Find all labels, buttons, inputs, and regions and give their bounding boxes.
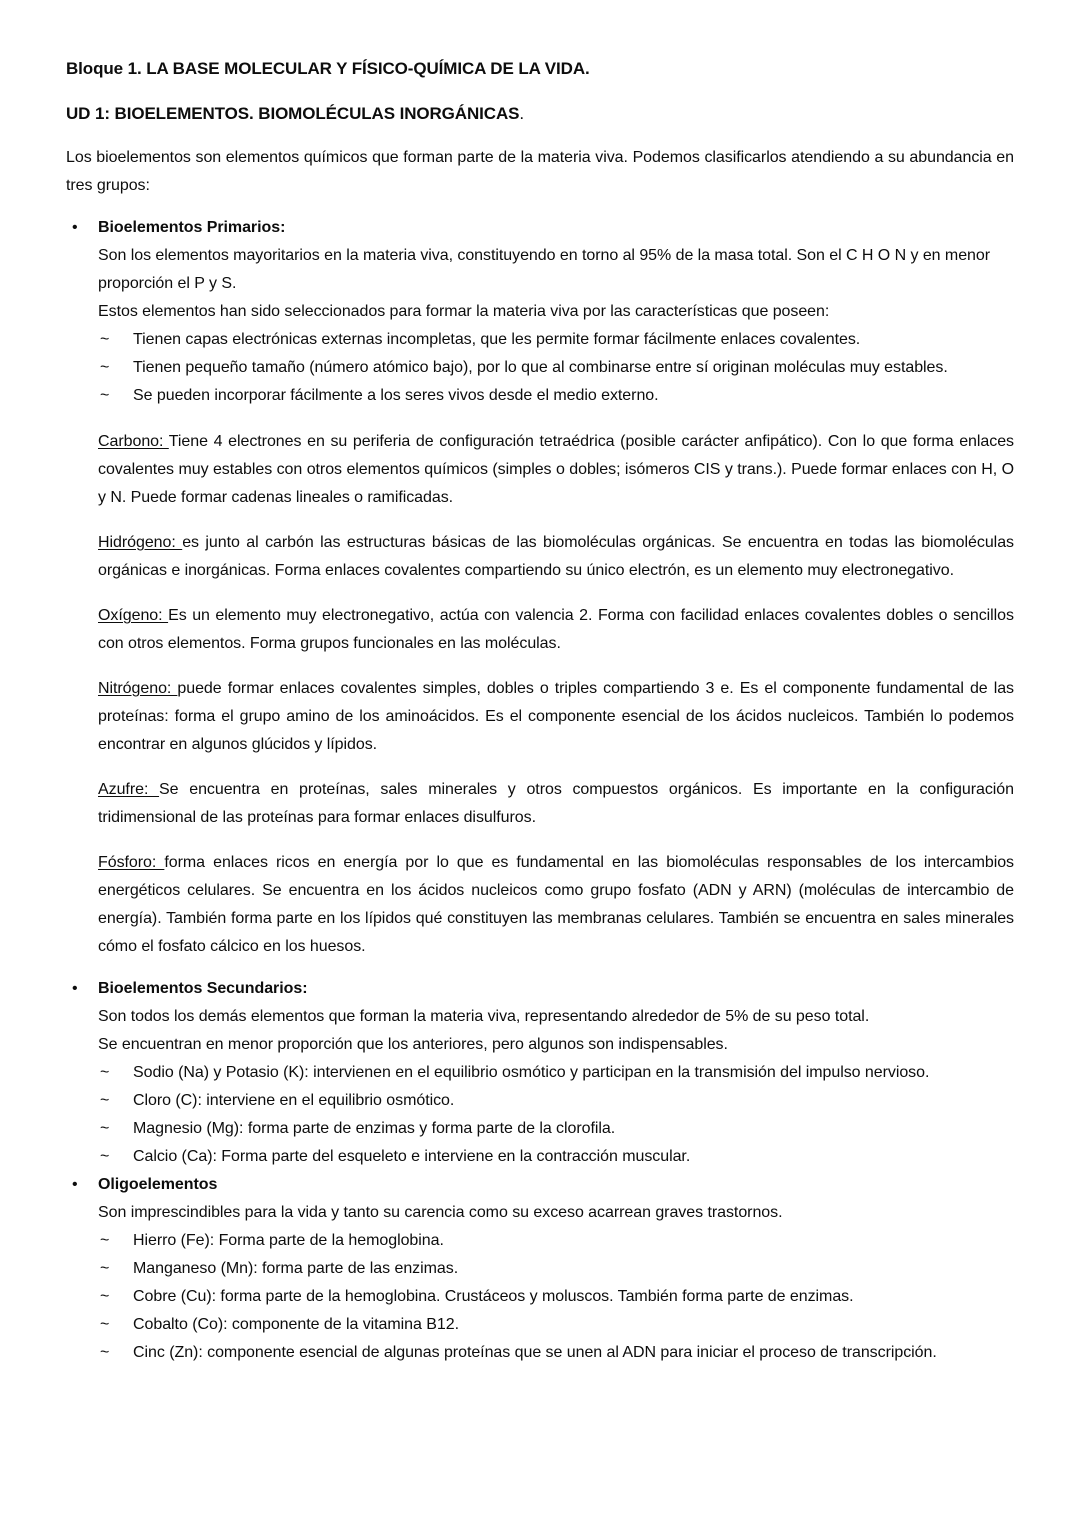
tilde-marker-icon: ~ — [100, 359, 110, 376]
tilde-marker-icon: ~ — [100, 1148, 110, 1165]
unit-subtitle-text: UD 1: BIOELEMENTOS. BIOMOLÉCULAS INORGÁNICAS — [66, 104, 520, 123]
section-oligoelementos — [66, 1171, 1014, 1367]
tilde-marker-icon: ~ — [100, 1344, 110, 1361]
element-text-carbono: Tiene 4 electrones en su periferia de configuración tetraédrica (posible carácter anfipático). Con lo que forma enlaces covalentes muy estables con otros elementos químicos (simples o dobles; isómeros CIS y trans.). Puede formar enlaces con H, O y N. Puede formar cadenas lineales o ramificadas. — [98, 433, 1015, 506]
list-item — [98, 354, 1014, 382]
element-term-fosforo: Fósforo: — [98, 854, 165, 871]
tilde-marker-icon: ~ — [100, 331, 110, 348]
intro-paragraph: Los bioelementos son elementos químicos que forman parte de la materia viva. Podemos clasificarlos atendiendo a su abundancia en tres grupos: — [66, 149, 1014, 194]
element-term-azufre: Azufre: — [98, 781, 160, 798]
element-text-azufre: Se encuentra en proteínas, sales minerales y otros compuestos orgánicos. Es importante en la configuración tridimensional de las proteínas para formar enlaces disulfuros. — [98, 781, 1014, 826]
primarios-feature-list — [98, 326, 1014, 410]
element-definition-nitrogeno — [98, 675, 1014, 759]
tilde-marker-icon: ~ — [100, 1288, 110, 1305]
oligoelementos-item-list — [98, 1227, 1014, 1367]
list-item — [98, 1311, 1014, 1339]
element-text-hidrogeno: es junto al carbón las estructuras básicas de las biomoléculas orgánicas. Se encuentra en todas las biomoléculas orgánicas e inorgánicas. Forma enlaces covalentes compartiendo su único electrón, es un elemento muy electronegativo. — [98, 534, 1014, 579]
list-item-label: Cinc (Zn): componente esencial de algunas proteínas que se unen al ADN para iniciar el proceso de transcripción. — [133, 1344, 937, 1361]
primarios-body-line-2: Estos elementos han sido seleccionados para formar la materia viva por las características que poseen: — [98, 303, 830, 320]
list-item-label: Tienen pequeño tamaño (número atómico bajo), por lo que al combinarse entre sí originan moléculas muy estables. — [133, 359, 948, 376]
list-item-label: Se pueden incorporar fácilmente a los seres vivos desde el medio externo. — [133, 387, 659, 404]
list-item — [98, 1115, 1014, 1143]
list-item — [98, 326, 1014, 354]
list-item-label: Hierro (Fe): Forma parte de la hemoglobina. — [133, 1232, 444, 1249]
list-item-label: Manganeso (Mn): forma parte de las enzimas. — [133, 1260, 459, 1277]
bullet-dot-icon: • — [72, 980, 78, 997]
element-definitions — [66, 428, 1014, 961]
element-definition-carbono — [98, 428, 1014, 512]
tilde-marker-icon: ~ — [100, 1316, 110, 1333]
element-definition-fosforo — [98, 849, 1014, 961]
unit-subtitle-period: . — [519, 104, 524, 123]
bullet-dot-icon: • — [72, 219, 78, 236]
list-item-label: Cobalto (Co): componente de la vitamina B12. — [133, 1316, 459, 1333]
list-item-label: Cobre (Cu): forma parte de la hemoglobina. Crustáceos y moluscos. También forma parte de enzimas. — [133, 1288, 854, 1305]
section-bioelementos-primarios — [66, 214, 1014, 410]
section-bioelementos-secundarios — [66, 975, 1014, 1171]
primarios-body-line-1: Son los elementos mayoritarios en la materia viva, constituyendo en torno al 95% de la masa total. Son el C H O N y en menor proporción el P y S. — [98, 247, 991, 292]
list-item-label: Magnesio (Mg): forma parte de enzimas y forma parte de la clorofila. — [133, 1120, 616, 1137]
element-definition-hidrogeno — [98, 529, 1014, 585]
section-label-oligoelementos: Oligoelementos — [98, 1176, 218, 1193]
tilde-marker-icon: ~ — [100, 1092, 110, 1109]
list-item-label: Tienen capas electrónicas externas incompletas, que les permite formar fácilmente enlaces covalentes. — [133, 331, 861, 348]
tilde-marker-icon: ~ — [100, 1120, 110, 1137]
secundarios-item-list — [98, 1059, 1014, 1171]
secundarios-body-line-2: Se encuentran en menor proporción que los anteriores, pero algunos son indispensables. — [98, 1036, 728, 1053]
list-item — [98, 1255, 1014, 1283]
page-title: Bloque 1. LA BASE MOLECULAR Y FÍSICO-QUÍMICA DE LA VIDA. — [66, 59, 590, 78]
spacer — [66, 961, 1014, 975]
secundarios-body-line-1: Son todos los demás elementos que forman la materia viva, representando alrededor de 5% de su peso total. — [98, 1008, 870, 1025]
list-item — [98, 1143, 1014, 1171]
tilde-marker-icon: ~ — [100, 1064, 110, 1081]
element-term-hidrogeno: Hidrógeno: — [98, 534, 183, 551]
list-item-label: Cloro (C): interviene en el equilibrio osmótico. — [133, 1092, 455, 1109]
list-item — [98, 1227, 1014, 1255]
unit-subtitle — [66, 100, 1014, 128]
list-item — [98, 1059, 1014, 1087]
bullet-dot-icon: • — [72, 1176, 78, 1193]
element-definition-azufre — [98, 776, 1014, 832]
element-text-fosforo: forma enlaces ricos en energía por lo que es fundamental en las biomoléculas responsables de los intercambios energéticos celulares. Se encuentra en los ácidos nucleicos como grupo fosfato (ADN y ARN) (moléculas de intercambio de energía). También forma parte en los lípidos qué constituyen las membranas celulares. También se encuentra en sales minerales cómo el fosfato cálcico en los huesos. — [98, 854, 1014, 955]
tilde-marker-icon: ~ — [100, 1260, 110, 1277]
section-label-primarios: Bioelementos Primarios: — [98, 219, 286, 236]
section-label-secundarios: Bioelementos Secundarios: — [98, 980, 308, 997]
oligoelementos-body-line-1: Son imprescindibles para la vida y tanto su carencia como su exceso acarrean graves trastornos. — [98, 1204, 783, 1221]
list-item-label: Sodio (Na) y Potasio (K): intervienen en el equilibrio osmótico y participan en la transmisión del impulso nervioso. — [133, 1064, 930, 1081]
element-text-oxigeno: Es un elemento muy electronegativo, actúa con valencia 2. Forma con facilidad enlaces covalentes dobles o sencillos con otros elementos. Forma grupos funcionales en las moléculas. — [98, 607, 1014, 652]
tilde-marker-icon: ~ — [100, 1232, 110, 1249]
element-text-nitrogeno: puede formar enlaces covalentes simples, dobles o triples compartiendo 3 e. Es el componente fundamental de las proteínas: forma el grupo amino de los aminoácidos. Es el componente esencial de los ácidos nucleicos. También lo podemos encontrar en algunos glúcidos y lípidos. — [98, 680, 1015, 753]
element-term-carbono: Carbono: — [98, 433, 169, 450]
list-item — [98, 1339, 1014, 1367]
list-item — [98, 1087, 1014, 1115]
element-term-nitrogeno: Nitrógeno: — [98, 680, 178, 697]
list-item — [98, 382, 1014, 410]
element-term-oxigeno: Oxígeno: — [98, 607, 169, 624]
list-item — [98, 1283, 1014, 1311]
element-definition-oxigeno — [98, 602, 1014, 658]
list-item-label: Calcio (Ca): Forma parte del esqueleto e interviene en la contracción muscular. — [133, 1148, 691, 1165]
tilde-marker-icon: ~ — [100, 387, 110, 404]
